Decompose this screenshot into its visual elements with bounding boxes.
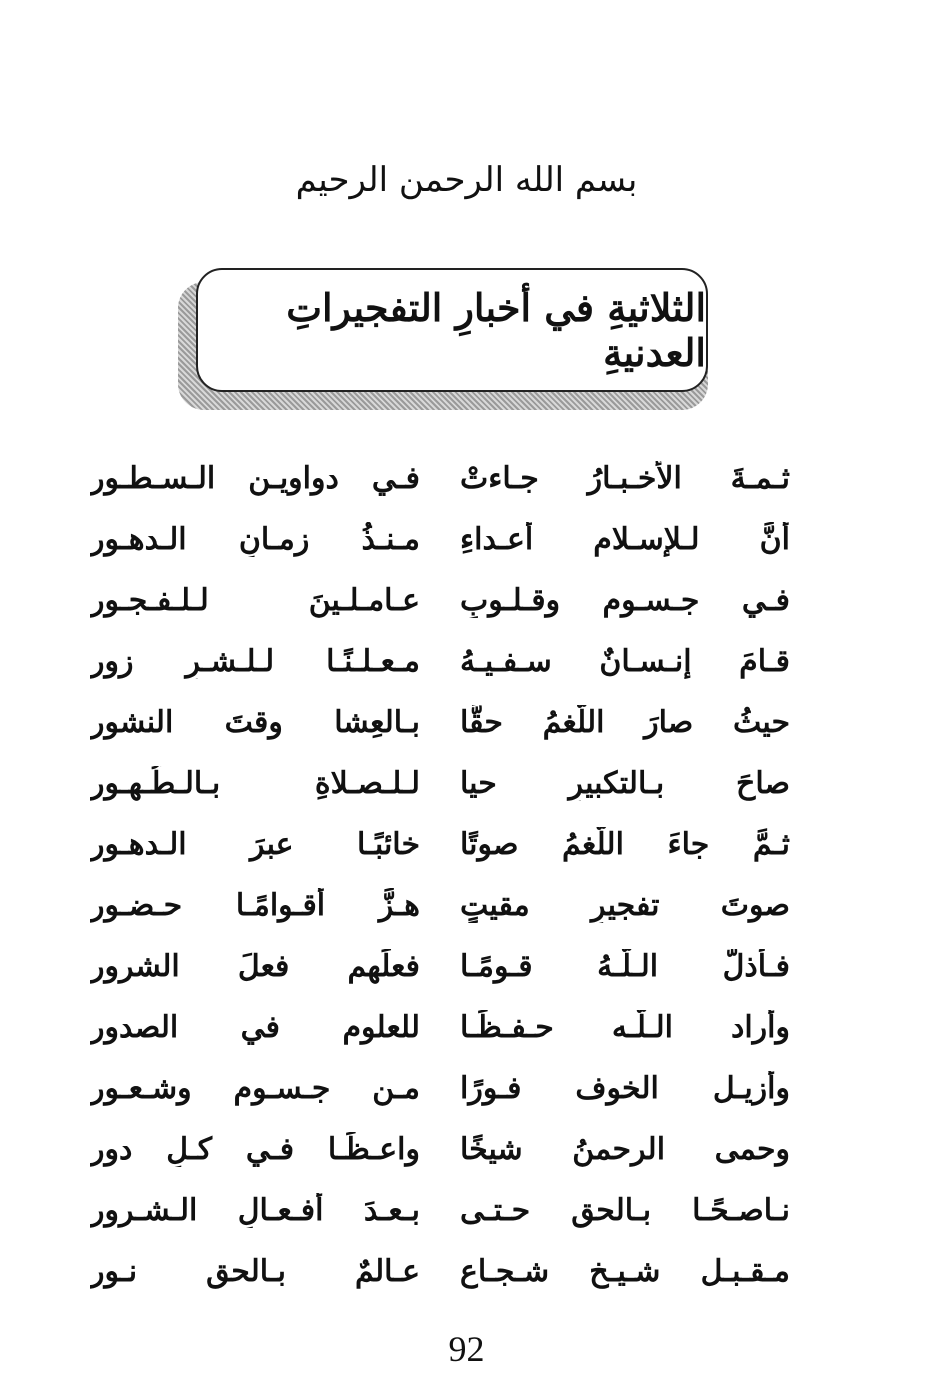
title-frame [196,268,708,392]
verse [90,753,790,814]
verse-first-hemistich: صوتَ تفجيرٍ مقيتٍ [460,888,790,923]
page-number: 92 [448,1329,485,1369]
verse-first-hemistich: حيثُ صارَ اللّغمُ حقًّا [460,705,790,740]
verse [90,936,790,997]
poem-title: الثلاثيةِ في أخبارِ التفجيراتِ العدنيةِ [286,285,706,375]
verse [90,448,790,509]
verse-second-hemistich: بـعـدَ أفـعـالِ الـشـرور [90,1193,420,1228]
verse-second-hemistich: واعـظًـا فـي كـلِ دور [90,1132,420,1167]
verse-first-hemistich: صاحَ بـالتكبيرِ حيا [460,766,790,801]
verse-second-hemistich: فعلَهم فعلَ الشرور [90,949,420,984]
verse-first-hemistich: فـأذلَّ الـلّـهُ قـومًـا [460,949,790,984]
verse-first-hemistich: نـاصـحًـا بـالحق حـتـى [460,1193,790,1228]
basmala: بسم الله الرحمن الرحيم [295,160,638,200]
verse-second-hemistich: مـعـلـنًـا لـلـشـرِ زور [90,644,420,679]
verse-second-hemistich: بـالعِشا وقتَ النشور [90,705,420,740]
verse-first-hemistich: وأزيـل الخوف فـورًا [460,1071,790,1106]
verse [90,814,790,875]
verse-second-hemistich: عـالمٌ بـالحقِ نـور [90,1254,420,1289]
verse [90,875,790,936]
verse [90,1058,790,1119]
verse-second-hemistich: مـنـذُ زمـانِ الـدهـور [90,522,420,557]
verse-second-hemistich: عـامـلـينَ لـلـفـجـور [90,583,420,618]
verse [90,1180,790,1241]
verse-second-hemistich: لـلـصـلاةِ بـالـطُـهـور [90,766,420,801]
verse-second-hemistich: للعلومِ في الصدور [90,1010,420,1045]
poem [90,448,790,1302]
verse-first-hemistich: وأراد الـلّـه حـفـظًـا [460,1010,790,1045]
verse-second-hemistich: فـي دواويـنِ الـسـطـور [90,461,420,496]
verse [90,997,790,1058]
verse-first-hemistich: مـقـبـل شـيـخ شـجـاع [460,1254,790,1289]
verse-first-hemistich: قـامَ إنـسـانٌ سـفـيـهُ [460,644,790,679]
verse-first-hemistich: أنَّ لـلإسـلام أعـداءِ [460,522,790,557]
verse [90,1241,790,1302]
verse [90,631,790,692]
verse-second-hemistich: مـن جـسـومٍ وشـعـور [90,1071,420,1106]
verse-first-hemistich: وحمى الرحمنُ شيخًا [460,1132,790,1167]
verse [90,1119,790,1180]
verse-first-hemistich: ثـمَّ جاءَ اللّغمُ صوتًا [460,827,790,862]
verse-first-hemistich: ثـمـةَ الأخـبـارُ جـاءتْ [460,461,790,496]
verse [90,692,790,753]
verse-second-hemistich: خائبًـا عبرَ الـدهـور [90,827,420,862]
verse [90,509,790,570]
verse [90,570,790,631]
verse-first-hemistich: فـي جـسـومٍ وقـلـوبِ [460,583,790,618]
verse-second-hemistich: هـزَّ أقـوامًـا حـضـور [90,888,420,923]
